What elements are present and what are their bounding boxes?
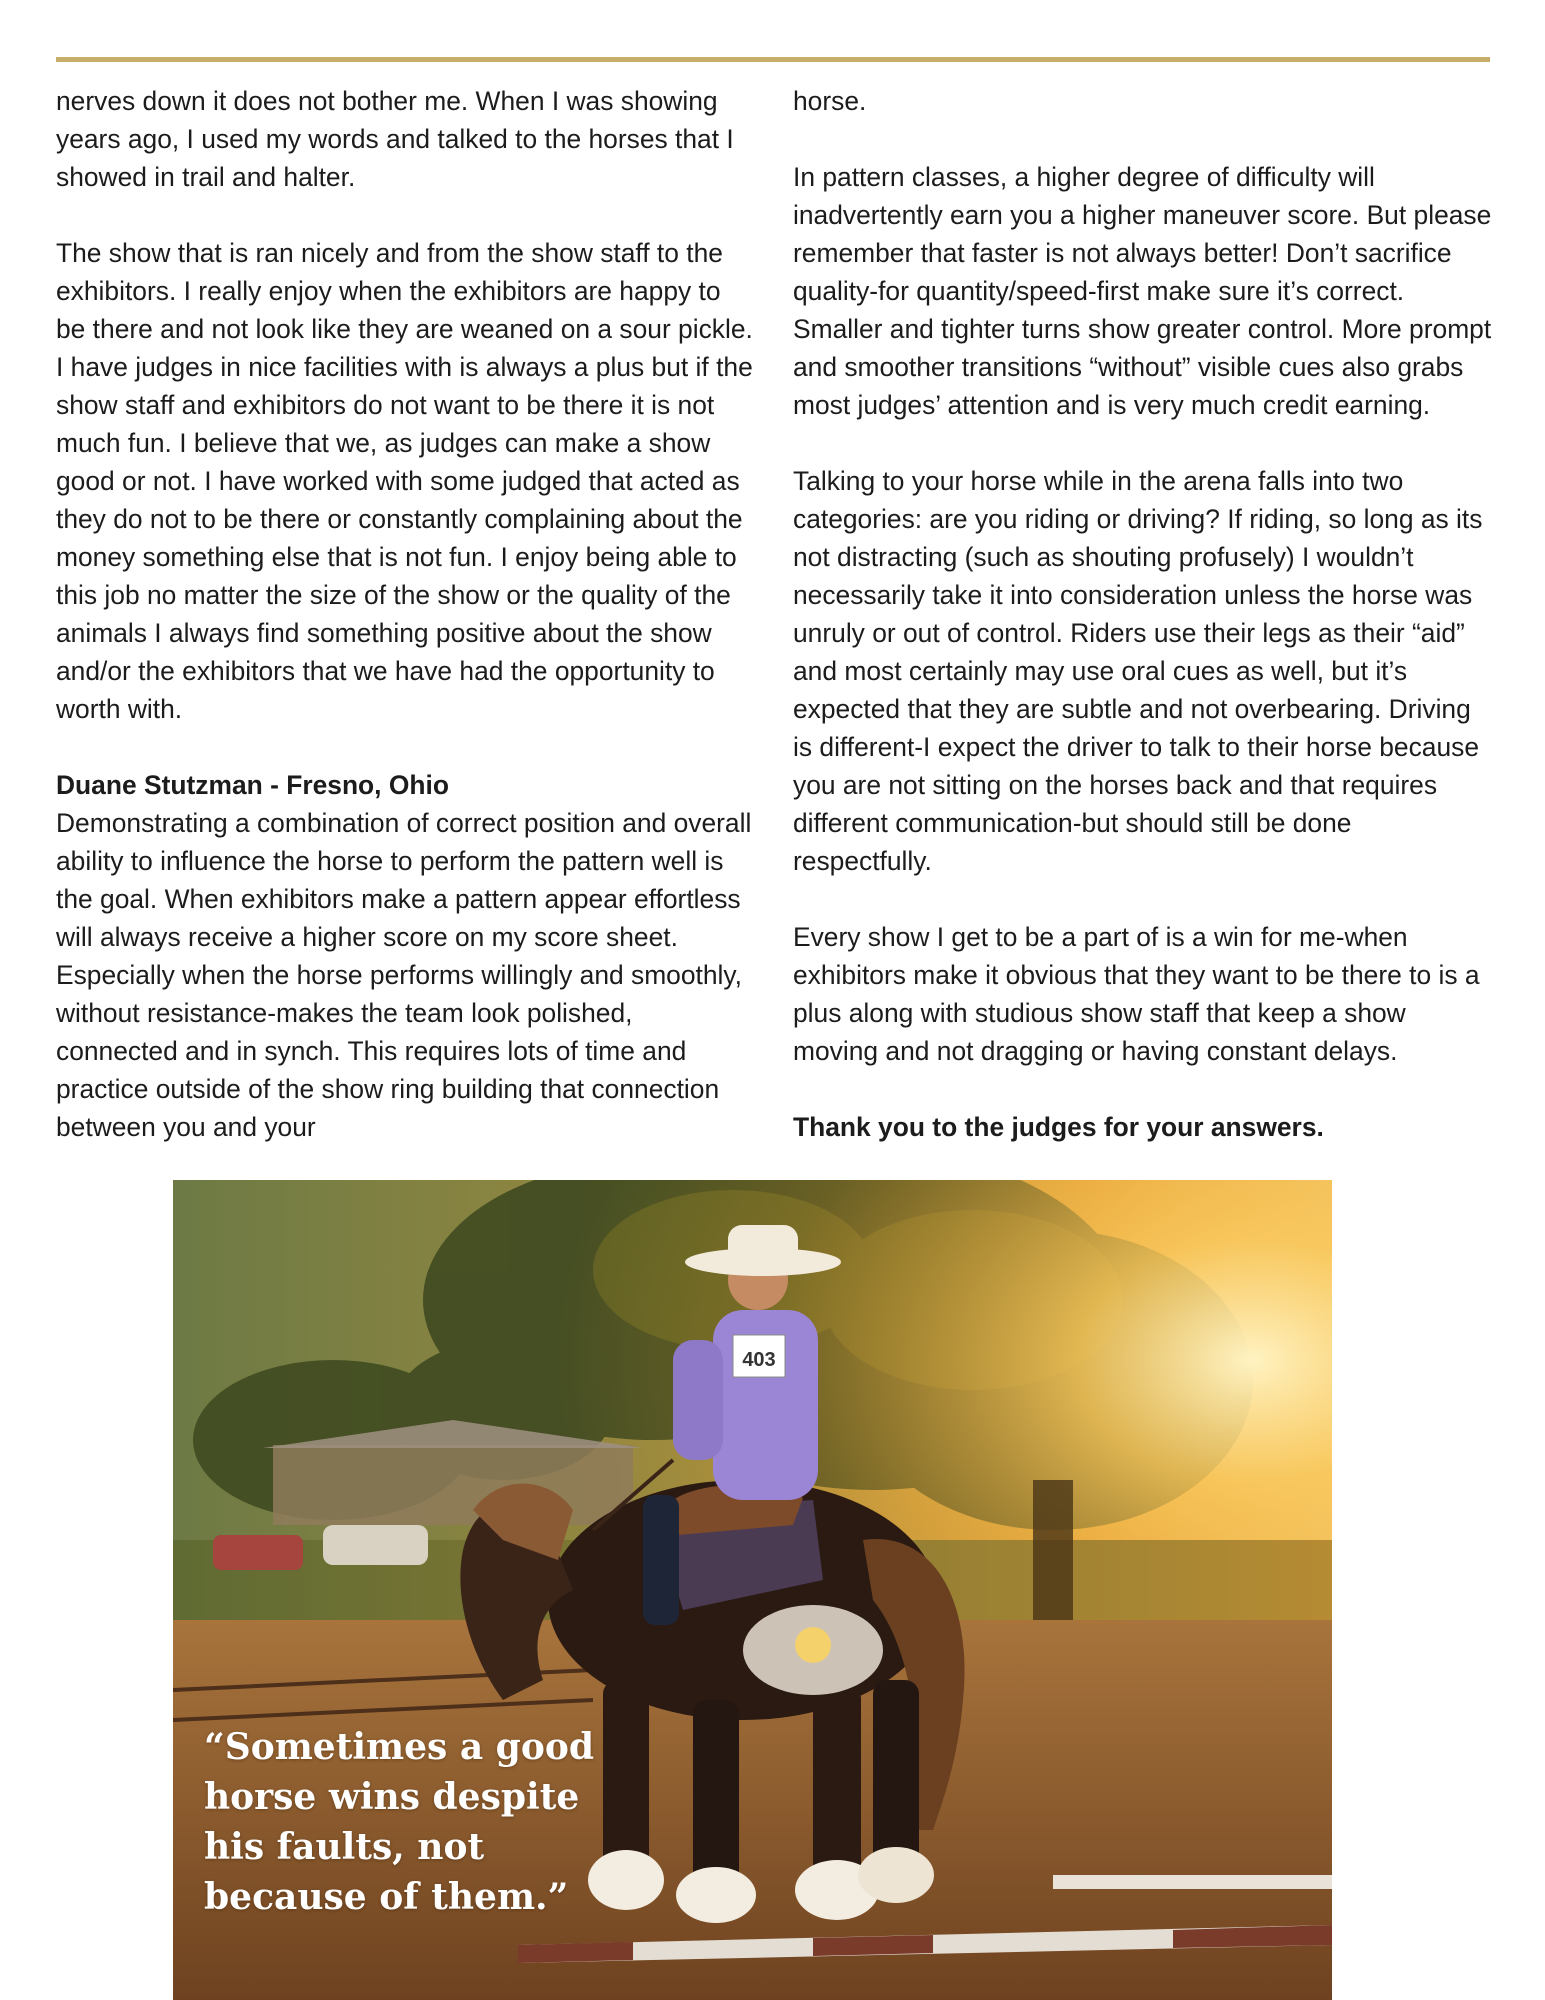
right-column	[793, 82, 1493, 1146]
right-paragraph-3: Talking to your horse while in the arena falls into two categories: are you riding or driving? If riding, so long as its not distracting (such as shouting profusely) I wouldn’t necessarily take it into consideration unless the horse was unruly or out of control. Riders use their legs as their “aid” and most certainly may use oral cues as well, but it’s expected that they are subtle and not overbearing. Driving is different-I expect the driver to talk to their horse because you are not sitting on the horses back and that requires different communication-but should still be done respectfully.	[793, 466, 1483, 876]
left-paragraph-2: The show that is ran nicely and from the show staff to the exhibitors. I really enjoy when the exhibitors are happy to be there and not look like they are weaned on a sour pickle. I have judges in nice facilities with is always a plus but if the show staff and exhibitors do not want to be there it is not much fun. I believe that we, as judges can make a show good or not. I have worked with some judged that acted as they do not to be there or constantly complaining about the money something else that is not fun. I enjoy being able to this job no matter the size of the show or the quality of the animals I always find something positive about the show and/or the exhibitors that we have had the opportunity to worth with.	[56, 238, 753, 724]
quote-line-3: his faults, not	[204, 1826, 485, 1868]
right-paragraph-2: In pattern classes, a higher degree of difficulty will inadvertently earn you a higher maneuver score. But please remember that faster is not always better! Don’t sacrifice quality-for quantity/speed-first make sure it’s correct. Smaller and tighter turns show greater control. More prompt and smoother transitions “without” visible cues also grabs most judges’ attention and is very much credit earning.	[793, 162, 1492, 420]
left-paragraph-3: Demonstrating a combination of correct position and overall ability to influence the horse to perform the pattern well is the goal. When exhibitors make a pattern appear effortless will always receive a higher score on my score sheet. Especially when the horse performs willingly and smoothly, without resistance-makes the team look polished, connected and in synch. This requires lots of time and practice outside of the show ring building that connection between you and your	[56, 808, 752, 1142]
closing-thanks: Thank you to the judges for your answers.	[793, 1112, 1324, 1142]
pull-quote	[204, 1722, 624, 1922]
rider-number: 403	[742, 1349, 776, 1371]
judge-heading: Duane Stutzman - Fresno, Ohio	[56, 770, 449, 800]
left-paragraph-1: nerves down it does not bother me. When I was showing years ago, I used my words and talked to the horses that I showed in trail and halter.	[56, 86, 734, 192]
quote-line-4: because of them.”	[204, 1876, 569, 1918]
quote-line-2: horse wins despite	[204, 1776, 580, 1818]
quote-line-1: “Sometimes a good	[204, 1726, 595, 1768]
header-divider	[56, 57, 1490, 62]
left-column	[56, 82, 756, 1146]
right-paragraph-4: Every show I get to be a part of is a win for me-when exhibitors make it obvious that they want to be there to is a plus along with studious show staff that keep a show moving and not dragging or having constant delays.	[793, 922, 1480, 1066]
right-paragraph-1: horse.	[793, 86, 867, 116]
